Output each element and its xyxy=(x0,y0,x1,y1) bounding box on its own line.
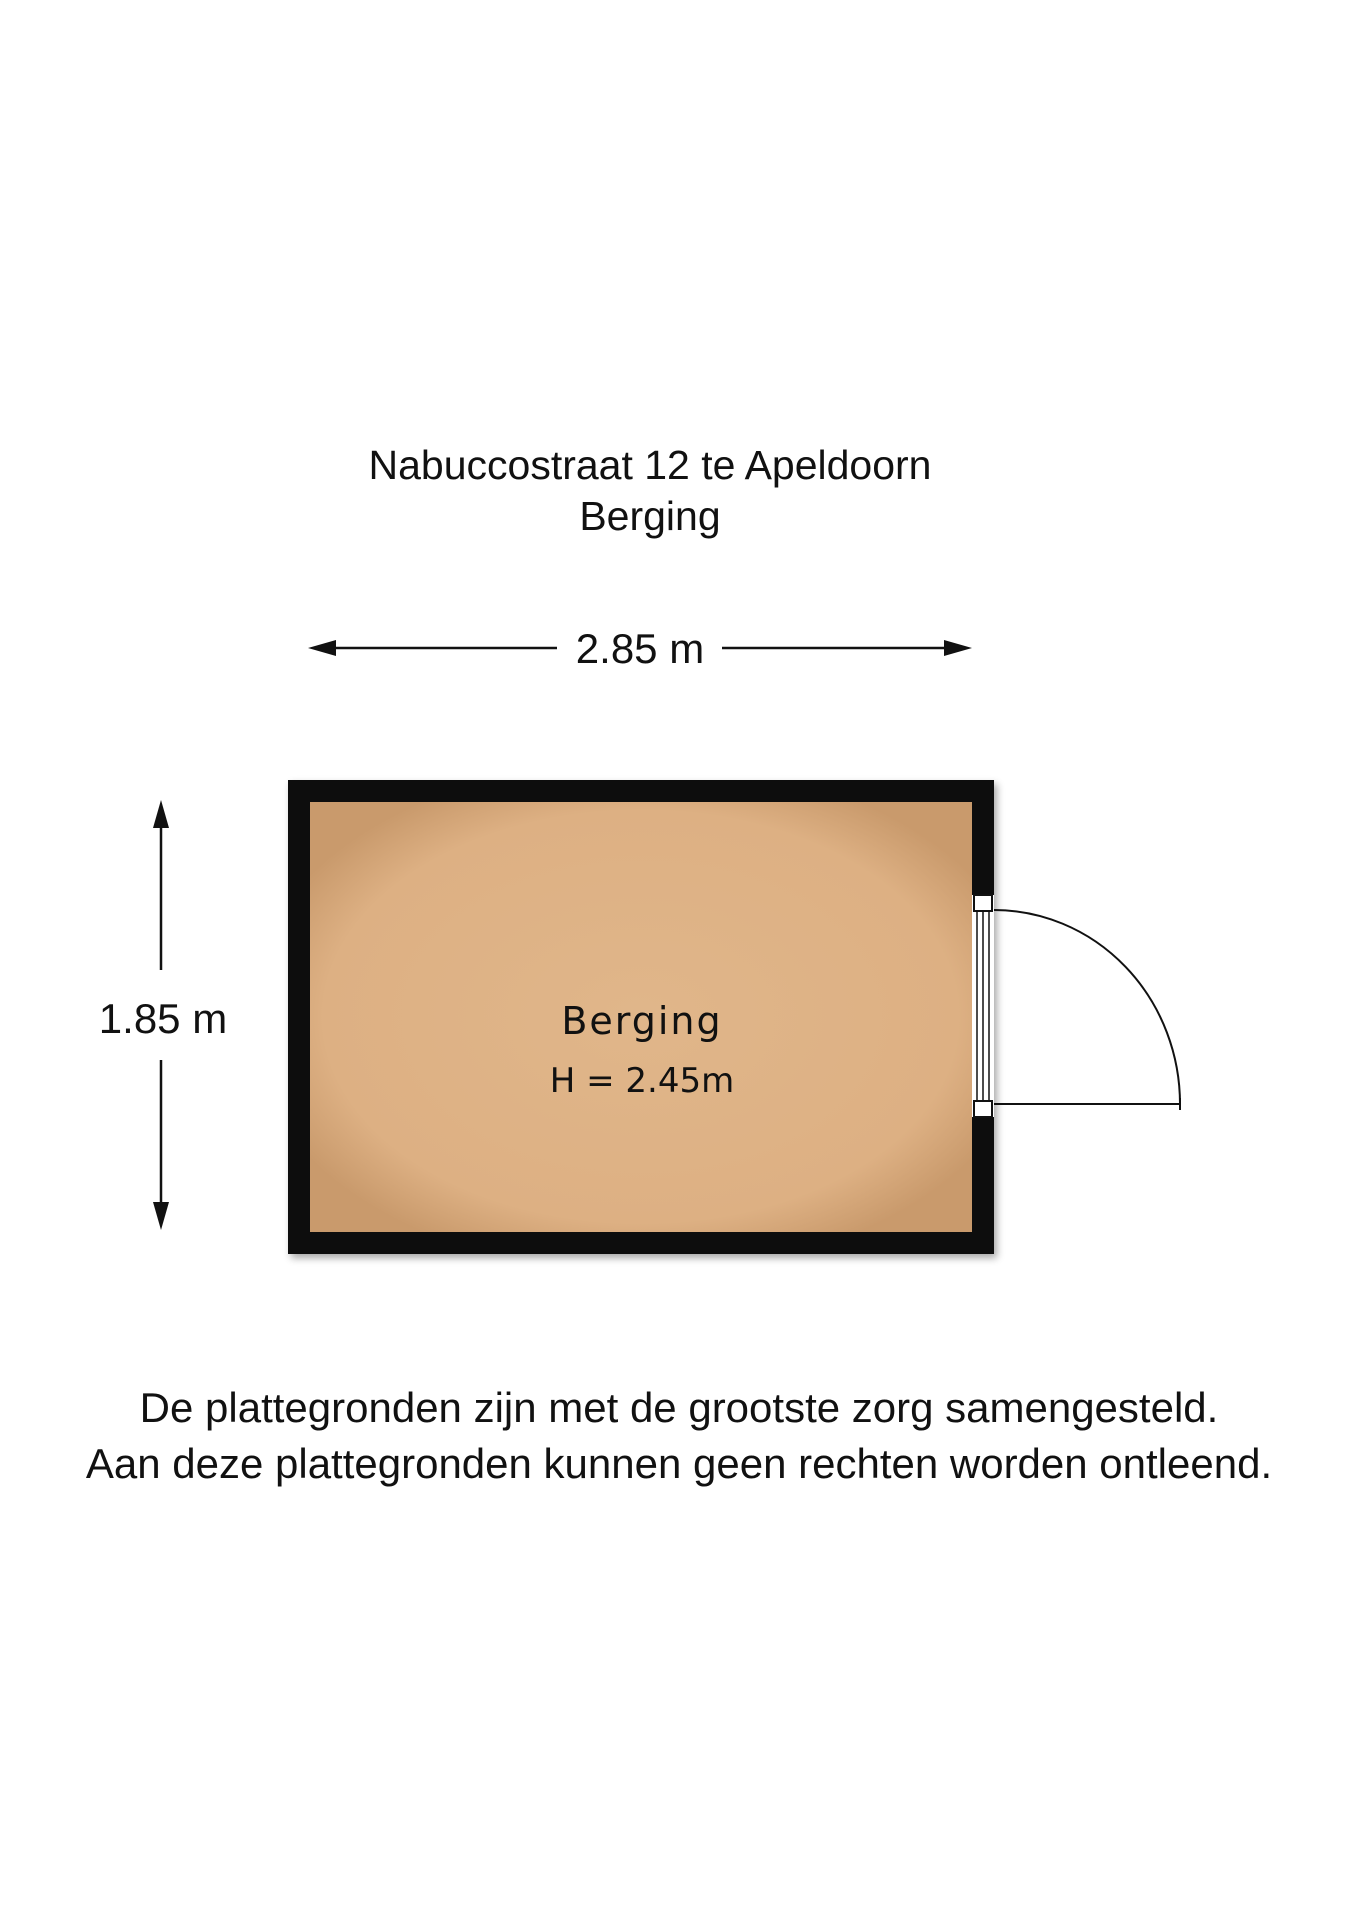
arrow-up-icon xyxy=(153,800,169,828)
arrow-right-icon xyxy=(944,640,972,656)
disclaimer xyxy=(0,1380,1358,1492)
door-swing-arc xyxy=(994,910,1180,1104)
arrow-down-icon xyxy=(153,1202,169,1230)
room-height-label: H = 2.45m xyxy=(549,1061,735,1101)
floor-title: Berging xyxy=(579,493,721,539)
disclaimer-line-2: Aan deze plattegronden kunnen geen rechten worden ontleend. xyxy=(85,1440,1273,1487)
address-title: Nabuccostraat 12 te Apeldoorn xyxy=(368,442,932,488)
door-jamb-top xyxy=(974,895,992,911)
door-jamb-bottom xyxy=(974,1101,992,1117)
arrow-left-icon xyxy=(308,640,336,656)
room-berging xyxy=(288,780,1180,1254)
depth-label: 1.85 m xyxy=(98,995,228,1042)
room-name-label: Berging xyxy=(561,999,723,1043)
depth-dimension xyxy=(99,800,227,1230)
disclaimer-line-1: De plattegronden zijn met de grootste zorg samengesteld. xyxy=(139,1384,1219,1431)
width-label: 2.85 m xyxy=(575,625,705,672)
width-dimension xyxy=(308,625,972,672)
